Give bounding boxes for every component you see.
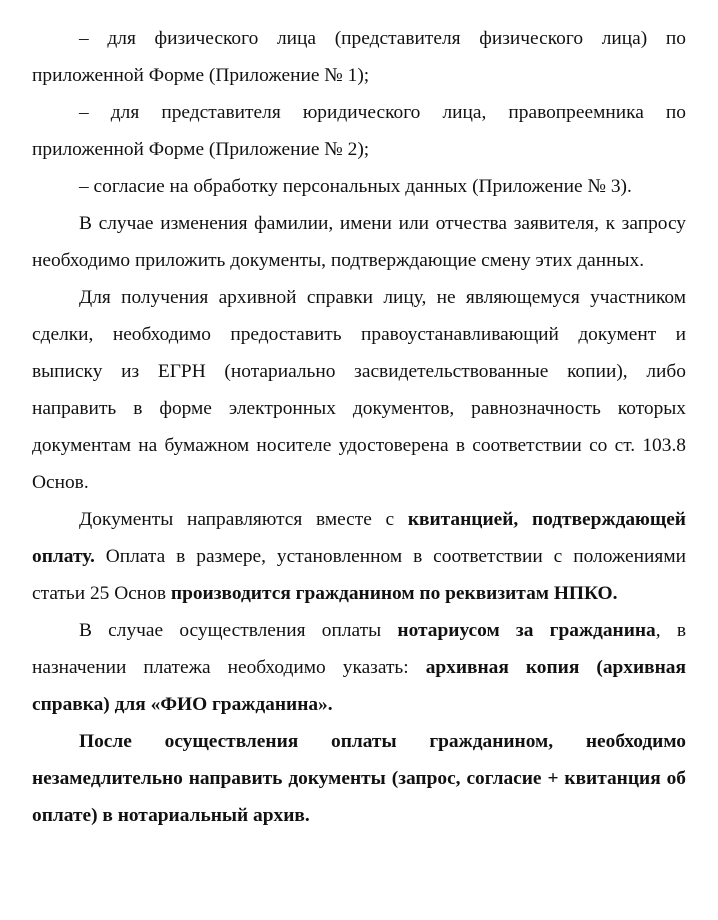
- notary-text-2: , в назначении платежа необходимо указать:: [32, 620, 686, 678]
- paragraph-legal-entity-form: – для представителя юридического лица, правопреемника по приложенной Форме (Приложение № 2);: [32, 102, 686, 160]
- document-page: [32, 20, 686, 834]
- payment-bold-2: производится гражданином по реквизитам НПКО.: [170, 583, 618, 604]
- paragraph-archive-certificate: Для получения архивной справки лицу, не являющемуся участником сделки, необходимо предоставить правоустанавливающий документ и выписку из ЕГРН (нотариально засвидетельствованные копии), либо направить в форме электронных документов, равнозначность которых документам на бумажном носителе удостоверена в соответствии со ст. 103.8 Основ.: [32, 287, 686, 493]
- notary-bold-1: нотариусом за гражданина: [397, 620, 656, 641]
- paragraph-name-change: В случае изменения фамилии, имени или отчества заявителя, к запросу необходимо приложить документы, подтверждающие смену этих данных.: [32, 213, 686, 271]
- final-instruction-bold: После осуществления оплаты гражданином, необходимо незамедлительно направить документы (запрос, согласие + квитанция об оплате) в нотариальный архив.: [32, 731, 686, 826]
- notary-bold-2: архивная копия (архивная справка) для «ФИО гражданина».: [32, 657, 686, 715]
- paragraph-final-instruction: [32, 723, 686, 834]
- payment-text-1: Документы направляются вместе с: [79, 509, 408, 530]
- payment-text-2: Оплата в размере, установленном в соответствии с положениями статьи 25 Основ: [32, 546, 686, 604]
- payment-bold-1: квитанцией, подтверждающей оплату.: [32, 509, 686, 567]
- paragraph-personal-data-consent: – согласие на обработку персональных данных (Приложение № 3).: [79, 176, 632, 197]
- paragraph-notary-payment: [32, 612, 686, 723]
- paragraph-individual-form: – для физического лица (представителя физического лица) по приложенной Форме (Приложение № 1);: [32, 28, 686, 86]
- paragraph-payment-receipt: [32, 501, 686, 612]
- notary-text-1: В случае осуществления оплаты: [79, 620, 398, 641]
